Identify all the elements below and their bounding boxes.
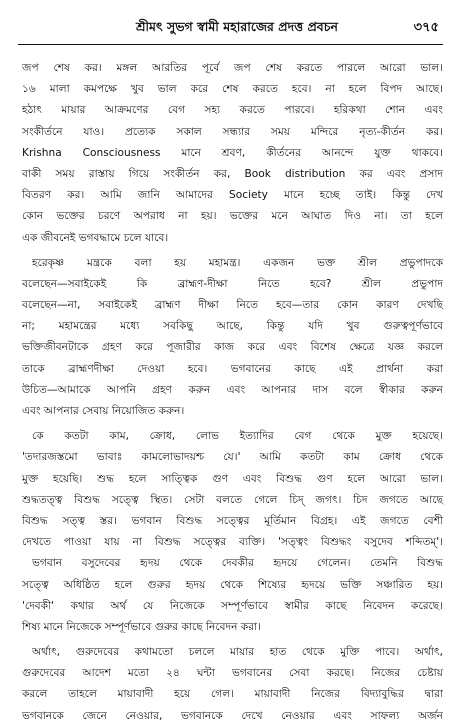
text-line: হঠাৎ মায়ার আক্রমণের বেগ সহ্য করতে পারবে। হরিকথা শোন এবং [22,104,443,117]
text-line: মুক্ত হয়েছি। শুদ্ধ হলে সাত্ত্বিক গুণ এবং বিশুদ্ধ গুণ হলে আরো ভাল। [22,472,443,485]
text-line: Krishna Consciousness মানে শ্রবণ, কীর্তনের আনন্দে যুক্ত থাকবে। [22,146,443,159]
text-line: এক জীবনেই ভগবদ্ধামে চলে যাবে। [22,231,169,244]
text-line: কোন ভক্তের চরণে অপরাধ না হয়। ভক্তের মনে আঘাত দিও না। তা হলে [22,210,443,223]
text-line: উচিত—আমাকে আপনি গ্রহণ করুন এবং আপনার দাস বলে স্বীকার করুন [22,383,443,396]
text-line: ১৬ মালা কমপক্ষে খুব ভাল করে শেষ করতে হবে। না হলে বিপদ আছে। [22,83,443,96]
text-line: বিশুদ্ধ সত্ত্ব স্তর। ভগবান বিশুদ্ধ সত্ত্বের মূর্তিমান বিগ্রহ। এই জগতে বেশী [22,514,443,527]
text-line: জপ শেষ কর। মঙ্গল আরতির পূর্বে জপ শেষ করতে পারলে আরো ভাল। [22,62,443,74]
text-line: বাকী সময় রাস্তায় গিয়ে সংকীর্তন কর, Book distribution কর এবং প্রসাদ [22,167,443,180]
text-line: বলেছেন—না, সবাইকেই ব্রাহ্মণ দীক্ষা নিতে হবে—তার কোন কারণ দেখছি [22,299,443,312]
text-line: দেখতে পাওয়া যায় না বিশুদ্ধ সত্ত্বের ব্যক্তি। 'সত্ত্বং বিশুদ্ধং বসুদেব শব্দিতম্'। [22,536,443,549]
page-number: ৩৭৫ [413,20,439,35]
text-line: ভগবান বসুদেবের হৃদয় থেকে দেবকীর হৃদয়ে গেলেন। তেমনি বিশুদ্ধ [32,557,443,570]
text-line: ভক্তিজীবনটাকে গ্রহণ করে পূজারীর কাজ করে এবং বিশেষ ক্ষেত্রে যজ্ঞ করলে [22,341,443,354]
text-line: বলেছেন—সবাইকেই কি ব্রাহ্মণ-দীক্ষা নিতে হবে? শ্রীল প্রভুপাদ [22,277,443,290]
text-line: অর্থাৎ, গুরুদেবের কথামতো চললে মায়ার হাত থেকে মুক্তি পাবে। অর্থাৎ, [32,646,443,659]
text-line: গুরুদেবের আদেশ মতো ২৪ ঘন্টা ভগবানের সেবা করছে। নিজের চেষ্টায় [22,667,443,680]
text-line: সংকীর্তনে যাও। প্রত্যেক সকাল সন্ধ্যার সময় মন্দিরে নৃত্য-কীর্তন কর। [22,125,443,138]
text-line: ভগবানকে জেনে নেওয়ার, ভগবানকে দেখে নেওয়ার এবং সাফল্য অর্জন [22,709,443,722]
running-header-title: শ্রীমৎ সুভগ স্বামী মহারাজের প্রদত্ত প্রবচন [136,19,338,34]
text-line: বিতরণ কর। আমি জানি আমাদের Society মানে হচ্ছে তাই। কিন্তু দেখ [22,189,443,202]
text-line: হরেকৃষ্ণ মন্ত্রকে বলা হয় মহামন্ত্র। একজন ভক্ত শ্রীল প্রভুপাদকে [32,256,443,269]
text-line: এবং আপনার সেবায় নিয়োজিত করুন। [22,405,185,417]
text-line: সত্ত্বে অধিষ্ঠিত হলে গুরুর হৃদয় থেকে শিষ্যের হৃদয়ে ভক্তি সঞ্চারিত হয়। [22,578,443,591]
text-line: 'দেবকী' কথার অর্থ যে নিজেকে সম্পূর্ণভাবে স্বামীর কাছে নিবেদন করেছে। [22,599,443,612]
text-line: শিষ্য মানে নিজেকে সম্পূর্ণভাবে গুরুর কাছে নিবেদন করা। [22,620,261,633]
text-line: কে কতটা কাম, ক্রোধ, লোভ ইত্যাদির বেগ থেকে মুক্ত হয়েছে। [32,430,443,443]
text-line: করলে তাহলে মায়াবাদী হয়ে গেল। মায়াবাদী নিজের বিদ্যাবুদ্ধির দ্বারা [22,688,443,701]
page-header [18,10,443,45]
text-line: তাকে ব্রাহ্মণদীক্ষা দেওয়া হবে। ভগবানের কাছে এই প্রার্থনা করা [22,362,443,375]
text-line: 'তদারজস্তমো ভাবাঃ কামলোভাদয়শ্চ যে।' আমি কতটা কাম ক্রোধ থেকে [22,451,443,464]
text-line: না; মহামন্ত্রের মধ্যে সবকিছু আছে, কিন্তু যদি খুব গুরুত্বপূর্ণভাবে [22,320,443,333]
text-line: শুদ্ধতত্ত্ব বিশুদ্ধ সত্ত্বে স্থিত। সেটা বলতে গেলে চিদ্ জগৎ। চিদ জগতে আছে [22,493,443,506]
body-text [22,58,443,722]
